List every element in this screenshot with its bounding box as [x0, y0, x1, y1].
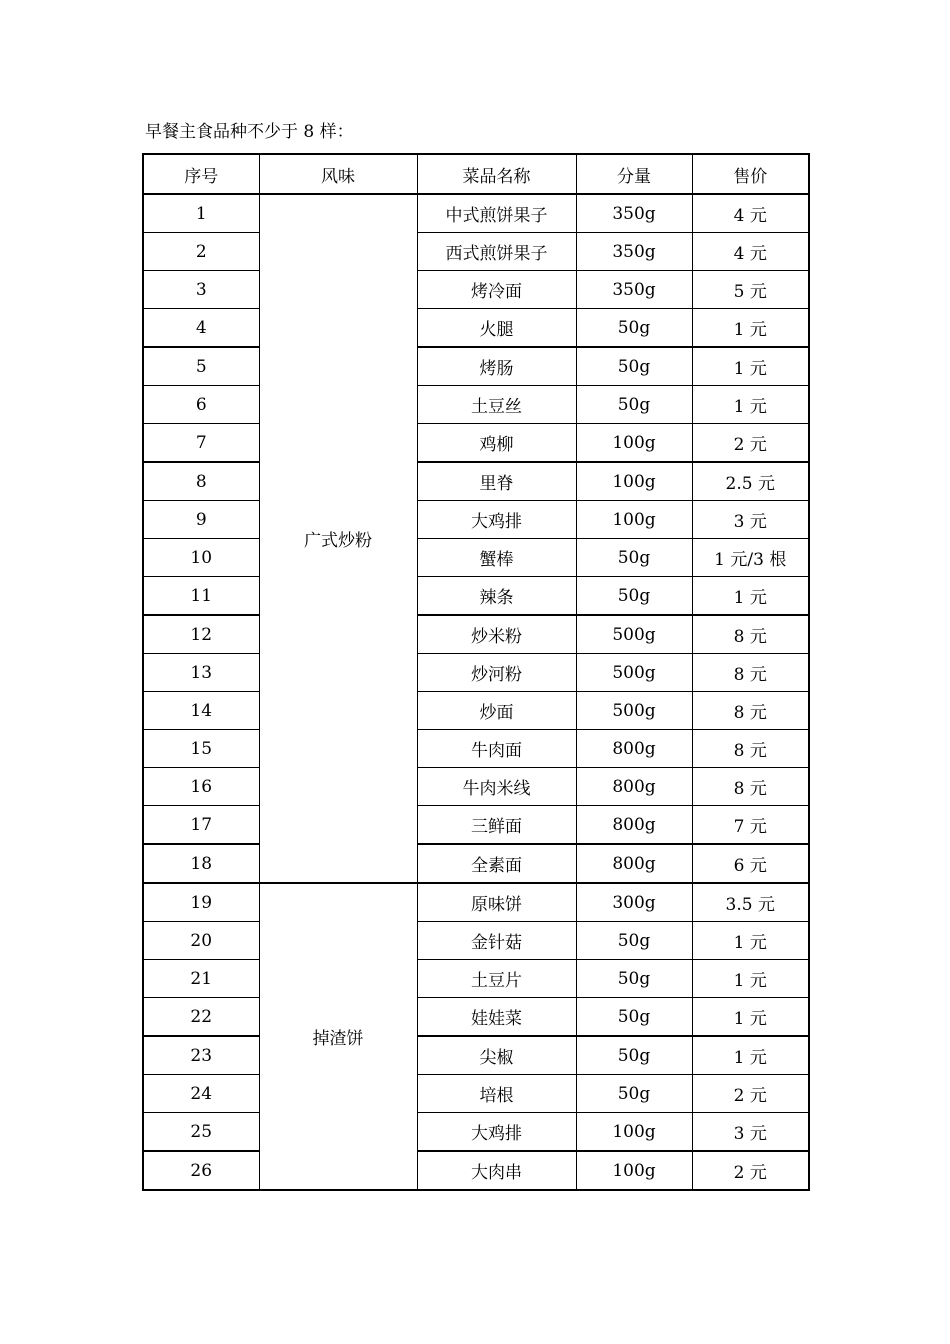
header-dish: 菜品名称	[417, 154, 576, 194]
cell-portion: 50g	[576, 539, 692, 577]
table-row	[143, 309, 809, 348]
intro-text: 早餐主食品种不少于 8 样：	[145, 122, 354, 142]
cell-portion: 300g	[576, 883, 692, 922]
table-row	[143, 730, 809, 768]
cell-no: 1	[143, 194, 259, 233]
cell-price: 6 元	[692, 844, 809, 883]
cell-portion: 50g	[576, 386, 692, 424]
cell-no: 9	[143, 501, 259, 539]
cell-dish: 全素面	[417, 844, 576, 883]
cell-price: 3 元	[692, 501, 809, 539]
table-row	[143, 194, 809, 233]
cell-dish: 鸡柳	[417, 424, 576, 463]
cell-no: 25	[143, 1113, 259, 1152]
cell-no: 24	[143, 1075, 259, 1113]
cell-dish: 炒米粉	[417, 615, 576, 654]
header-flavor: 风味	[259, 154, 417, 194]
table-row	[143, 1036, 809, 1075]
cell-portion: 100g	[576, 462, 692, 501]
cell-price: 2 元	[692, 424, 809, 463]
cell-no: 10	[143, 539, 259, 577]
cell-portion: 50g	[576, 577, 692, 616]
cell-portion: 350g	[576, 194, 692, 233]
table-row	[143, 577, 809, 616]
cell-portion: 50g	[576, 998, 692, 1037]
cell-dish: 烤肠	[417, 347, 576, 386]
cell-portion: 800g	[576, 768, 692, 806]
cell-price: 3 元	[692, 1113, 809, 1152]
cell-portion: 50g	[576, 1075, 692, 1113]
cell-dish: 金针菇	[417, 922, 576, 960]
cell-dish: 火腿	[417, 309, 576, 348]
cell-no: 22	[143, 998, 259, 1037]
table-row	[143, 462, 809, 501]
cell-dish: 大鸡排	[417, 501, 576, 539]
cell-no: 19	[143, 883, 259, 922]
cell-no: 4	[143, 309, 259, 348]
table-row	[143, 922, 809, 960]
cell-dish: 土豆片	[417, 960, 576, 998]
cell-dish: 三鲜面	[417, 806, 576, 845]
cell-dish: 牛肉米线	[417, 768, 576, 806]
cell-dish: 蟹棒	[417, 539, 576, 577]
cell-no: 5	[143, 347, 259, 386]
cell-price: 1 元	[692, 577, 809, 616]
cell-no: 2	[143, 233, 259, 271]
cell-dish: 培根	[417, 1075, 576, 1113]
table-row	[143, 615, 809, 654]
cell-portion: 800g	[576, 730, 692, 768]
cell-price: 1 元	[692, 386, 809, 424]
cell-price: 7 元	[692, 806, 809, 845]
table-row	[143, 1113, 809, 1152]
cell-price: 4 元	[692, 233, 809, 271]
cell-portion: 100g	[576, 1113, 692, 1152]
table-row	[143, 271, 809, 309]
table-row	[143, 883, 809, 922]
cell-dish: 辣条	[417, 577, 576, 616]
cell-no: 8	[143, 462, 259, 501]
header-no: 序号	[143, 154, 259, 194]
table-row	[143, 539, 809, 577]
cell-price: 1 元	[692, 922, 809, 960]
cell-portion: 50g	[576, 1036, 692, 1075]
cell-price: 4 元	[692, 194, 809, 233]
cell-dish: 大鸡排	[417, 1113, 576, 1152]
cell-dish: 中式煎饼果子	[417, 194, 576, 233]
table-row	[143, 424, 809, 463]
cell-portion: 100g	[576, 1151, 692, 1190]
cell-no: 14	[143, 692, 259, 730]
header-portion: 分量	[576, 154, 692, 194]
table-row	[143, 654, 809, 692]
breakfast-menu-table	[142, 153, 810, 1191]
cell-dish: 炒河粉	[417, 654, 576, 692]
cell-no: 3	[143, 271, 259, 309]
cell-price: 8 元	[692, 654, 809, 692]
cell-dish: 大肉串	[417, 1151, 576, 1190]
table-row	[143, 501, 809, 539]
cell-flavor: 掉渣饼	[259, 883, 417, 1190]
cell-no: 18	[143, 844, 259, 883]
table-row	[143, 347, 809, 386]
cell-portion: 350g	[576, 271, 692, 309]
cell-portion: 50g	[576, 309, 692, 348]
table-row	[143, 1075, 809, 1113]
cell-price: 1 元	[692, 1036, 809, 1075]
cell-price: 1 元	[692, 347, 809, 386]
cell-dish: 原味饼	[417, 883, 576, 922]
cell-dish: 土豆丝	[417, 386, 576, 424]
cell-dish: 炒面	[417, 692, 576, 730]
table-row	[143, 998, 809, 1037]
table-row	[143, 386, 809, 424]
cell-portion: 50g	[576, 922, 692, 960]
cell-no: 11	[143, 577, 259, 616]
cell-no: 16	[143, 768, 259, 806]
cell-price: 8 元	[692, 692, 809, 730]
table-row	[143, 844, 809, 883]
cell-no: 7	[143, 424, 259, 463]
cell-portion: 500g	[576, 615, 692, 654]
cell-no: 23	[143, 1036, 259, 1075]
cell-no: 12	[143, 615, 259, 654]
table-row	[143, 806, 809, 845]
cell-portion: 100g	[576, 501, 692, 539]
cell-price: 5 元	[692, 271, 809, 309]
cell-no: 13	[143, 654, 259, 692]
cell-portion: 800g	[576, 844, 692, 883]
cell-dish: 娃娃菜	[417, 998, 576, 1037]
cell-price: 2 元	[692, 1151, 809, 1190]
cell-dish: 牛肉面	[417, 730, 576, 768]
cell-portion: 50g	[576, 960, 692, 998]
table-row	[143, 692, 809, 730]
table-body	[143, 194, 809, 1190]
cell-no: 6	[143, 386, 259, 424]
cell-flavor: 广式炒粉	[259, 194, 417, 883]
cell-no: 17	[143, 806, 259, 845]
cell-no: 15	[143, 730, 259, 768]
table-row	[143, 960, 809, 998]
cell-no: 20	[143, 922, 259, 960]
cell-portion: 800g	[576, 806, 692, 845]
cell-price: 8 元	[692, 730, 809, 768]
table-row	[143, 1151, 809, 1190]
cell-no: 21	[143, 960, 259, 998]
cell-dish: 里脊	[417, 462, 576, 501]
table-row	[143, 233, 809, 271]
cell-price: 3.5 元	[692, 883, 809, 922]
cell-dish: 西式煎饼果子	[417, 233, 576, 271]
table-row	[143, 768, 809, 806]
cell-price: 8 元	[692, 768, 809, 806]
cell-portion: 500g	[576, 654, 692, 692]
cell-portion: 500g	[576, 692, 692, 730]
table-header-row	[143, 154, 809, 194]
cell-dish: 烤冷面	[417, 271, 576, 309]
header-price: 售价	[692, 154, 809, 194]
cell-price: 1 元	[692, 998, 809, 1037]
cell-price: 1 元	[692, 960, 809, 998]
cell-no: 26	[143, 1151, 259, 1190]
cell-price: 1 元/3 根	[692, 539, 809, 577]
cell-price: 2.5 元	[692, 462, 809, 501]
cell-portion: 100g	[576, 424, 692, 463]
cell-price: 2 元	[692, 1075, 809, 1113]
cell-portion: 350g	[576, 233, 692, 271]
cell-portion: 50g	[576, 347, 692, 386]
cell-price: 8 元	[692, 615, 809, 654]
cell-price: 1 元	[692, 309, 809, 348]
cell-dish: 尖椒	[417, 1036, 576, 1075]
